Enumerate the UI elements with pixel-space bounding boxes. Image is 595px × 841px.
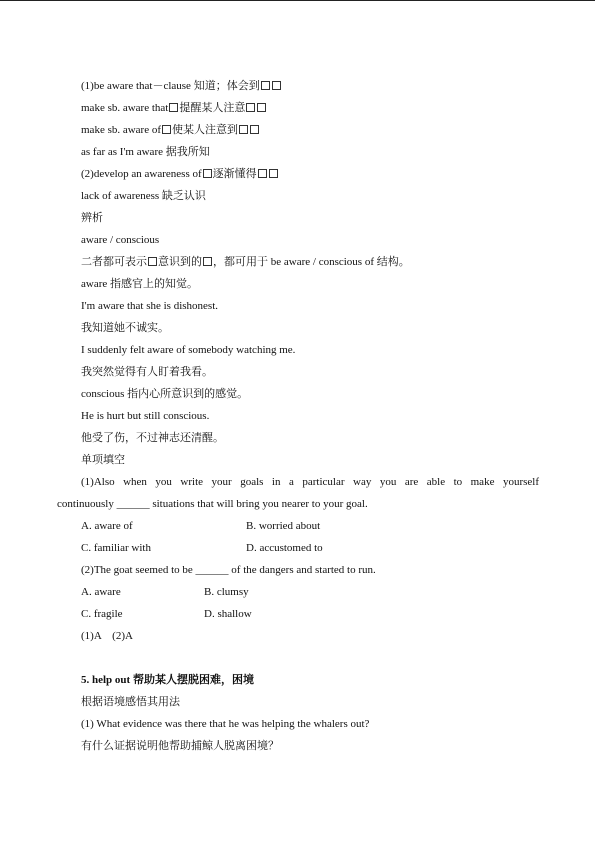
line-example-2-zh: 我突然觉得有人盯着我看。 xyxy=(81,366,213,378)
q1-option-c: C. familiar with xyxy=(81,542,151,554)
line-example-3-zh: 他受了伤，不过神志还清醒。 xyxy=(81,432,224,444)
missing-glyph-box xyxy=(148,257,157,266)
line-aware-conscious: aware / conscious xyxy=(81,234,160,246)
line-context-usage: 根据语境感悟其用法 xyxy=(81,696,180,708)
text: make sb. aware that xyxy=(81,102,169,114)
missing-glyph-boxes xyxy=(238,123,260,137)
text-after: 使某人注意到 xyxy=(172,124,239,136)
heading-multiple-choice: 单项填空 xyxy=(81,454,125,466)
text-end: ，都可用于 be aware / conscious of 结构。 xyxy=(213,256,410,268)
line-be-aware-that xyxy=(81,79,282,93)
line-aware-definition: aware 指感官上的知觉。 xyxy=(81,278,199,290)
line-help-example-en: (1) What evidence was there that he was helping the whalers out? xyxy=(81,718,370,730)
line-as-far-as: as far as I'm aware 据我所知 xyxy=(81,146,210,158)
text: (1)be aware that－clause 知道；体会到 xyxy=(81,80,260,92)
q2-option-c: C. fragile xyxy=(81,608,123,620)
question-1-line-2: continuously ______ situations that will bring you nearer to your goal. xyxy=(57,498,368,510)
line-make-aware-of xyxy=(81,123,260,137)
missing-glyph-box xyxy=(203,257,212,266)
q2-option-b: B. clumsy xyxy=(204,586,249,598)
q1-option-b: B. worried about xyxy=(246,520,321,532)
text-after: 提醒某人注意 xyxy=(179,102,246,114)
text: make sb. aware of xyxy=(81,124,162,136)
heading-analysis: 辨析 xyxy=(81,212,103,224)
q1-option-a: A. aware of xyxy=(81,520,133,532)
q2-option-d: D. shallow xyxy=(204,608,252,620)
missing-glyph-boxes xyxy=(257,167,279,181)
question-2: (2)The goat seemed to be ______ of the dangers and started to run. xyxy=(81,564,376,576)
question-1-line-1: (1)Also when you write your goals in a particular way you are able to make yourself xyxy=(81,476,539,488)
heading-help-out: 5. help out 帮助某人摆脱困难，困境 xyxy=(81,674,254,686)
line-help-example-zh: 有什么证据说明他帮助捕鲸人脱离困境？ xyxy=(81,740,279,752)
line-both-mean xyxy=(81,255,410,269)
q1-option-d: D. accustomed to xyxy=(246,542,323,554)
missing-glyph-box xyxy=(162,125,171,134)
text-before: 二者都可表示 xyxy=(81,256,147,268)
line-conscious-definition: conscious 指内心所意识到的感觉。 xyxy=(81,388,249,400)
line-example-2-en: I suddenly felt aware of somebody watching me. xyxy=(81,344,296,356)
missing-glyph-box xyxy=(169,103,178,112)
text-after: 逐渐懂得 xyxy=(212,168,257,180)
answers: (1)A (2)A xyxy=(81,630,133,642)
q2-option-a: A. aware xyxy=(81,586,121,598)
missing-glyph-boxes xyxy=(245,101,267,115)
missing-glyph-box xyxy=(203,169,212,178)
missing-glyph-boxes xyxy=(260,79,282,93)
line-lack-of-awareness: lack of awareness 缺乏认识 xyxy=(81,190,206,202)
line-example-1-zh: 我知道她不诚实。 xyxy=(81,322,169,334)
line-develop-awareness xyxy=(81,167,279,181)
line-example-1-en: I'm aware that she is dishonest. xyxy=(81,300,219,312)
line-make-aware-that xyxy=(81,101,267,115)
line-example-3-en: He is hurt but still conscious. xyxy=(81,410,210,422)
text: (2)develop an awareness of xyxy=(81,168,202,180)
text-after: 意识到的 xyxy=(158,256,202,268)
